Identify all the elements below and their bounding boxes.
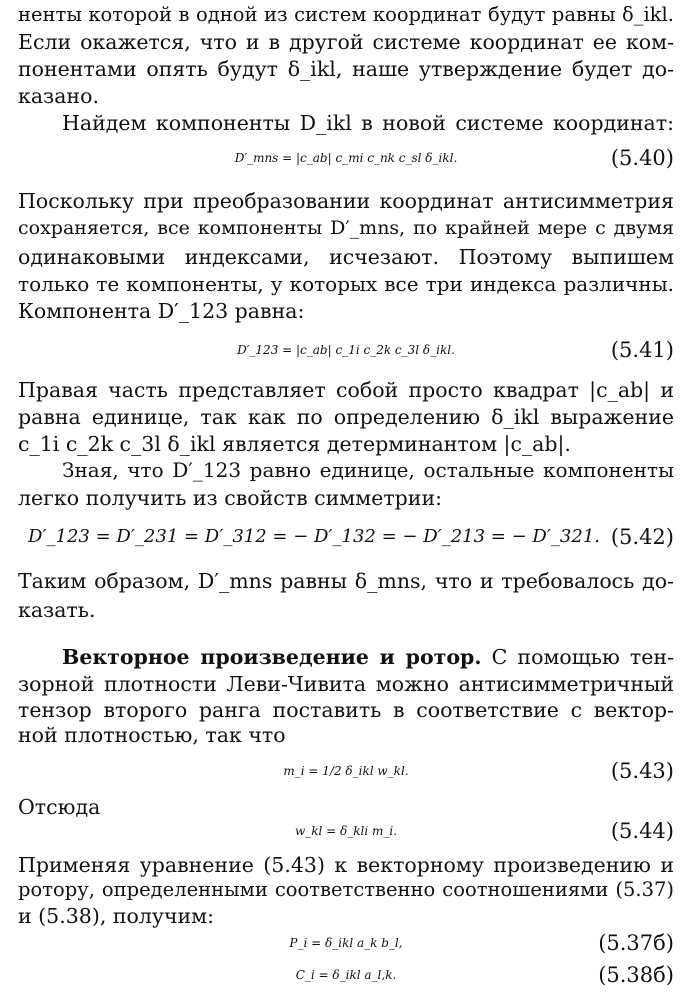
text-line: ненты которой в одной из систем координат будут равны δ_ikl.	[18, 3, 674, 26]
equation-formula: w_kl = δ_kli m_i.	[294, 824, 398, 838]
equation-number: (5.42)	[610, 525, 674, 549]
text-line: Компонента D′_123 равна:	[18, 299, 305, 323]
equation-formula: P_i = δ_ikl a_k b_l,	[289, 936, 403, 950]
text-line: только те компоненты, у которых все три индекса различны.	[18, 272, 674, 296]
text-line: тензор второго ранга поставить в соответствие с вектор-	[18, 698, 674, 722]
text-line: понентами опять будут δ_ikl, наше утверждение будет до-	[18, 57, 674, 81]
equation-formula: C_i = δ_ikl a_l,k.	[295, 968, 397, 982]
text-line: c_1i c_2k c_3l δ_ikl является детерминантом |c_ab|.	[18, 432, 571, 456]
text-line: равна единице, так как по определению δ_ikl выражение	[18, 405, 674, 429]
text-line: казать.	[18, 598, 96, 622]
equation-number: (5.37б)	[598, 931, 674, 955]
equation-number: (5.40)	[610, 146, 674, 170]
text-line: Правая часть представляет собой просто квадрат |c_ab| и	[18, 378, 674, 402]
text-line: сохраняется, все компоненты D′_mns, по крайней мере с двумя	[18, 217, 674, 239]
text-line: легко получить из свойств симметрии:	[18, 486, 443, 510]
equation-5-44	[18, 816, 674, 846]
equation-5-42	[18, 522, 674, 552]
text-line: и (5.38), получим:	[18, 904, 215, 928]
section-line	[62, 644, 674, 670]
text-line: казано.	[18, 84, 99, 108]
text-fragment: С помощью тен-	[481, 645, 674, 669]
equation-5-43	[18, 756, 674, 786]
text-line: Отсюда	[18, 795, 101, 819]
equation-number: (5.41)	[610, 338, 674, 362]
equation-formula: D′_mns = |c_ab| c_mi c_nk c_sl δ_ikl.	[234, 151, 458, 165]
equation-number: (5.43)	[610, 759, 674, 783]
equation-5-41	[18, 335, 674, 365]
text-line: Таким образом, D′_mns равны δ_mns, что и требовалось до-	[18, 569, 674, 593]
equation-5-37b	[18, 928, 674, 958]
text-line: зорной плотности Леви-Чивита можно антисимметричный	[18, 672, 674, 696]
equation-5-38b	[18, 960, 674, 990]
equation-formula: D′_123 = D′_231 = D′_312 = − D′_132 = − D′_213 = − D′_321.	[28, 526, 601, 547]
equation-number: (5.44)	[610, 819, 674, 843]
text-line: Зная, что D′_123 равно единице, остальные компоненты	[62, 458, 674, 482]
text-line: Найдем компоненты D_ikl в новой системе координат:	[62, 111, 674, 135]
equation-formula: m_i = 1/2 δ_ikl w_kl.	[283, 764, 409, 778]
equation-number: (5.38б)	[598, 963, 674, 987]
text-line: Поскольку при преобразовании координат антисимметрия	[18, 189, 674, 213]
section-heading: Векторное произведение и ротор.	[62, 645, 482, 669]
text-line: ротору, определенными соответственно соотношениями (5.37)	[18, 878, 674, 901]
text-line: Если окажется, что и в другой системе координат ее ком-	[18, 30, 674, 54]
text-line: ной плотностью, так что	[18, 723, 286, 747]
text-line: Применяя уравнение (5.43) к векторному произведению и	[18, 853, 674, 877]
text-line: одинаковыми индексами, исчезают. Поэтому выпишем	[18, 245, 674, 269]
equation-formula: D′_123 = |c_ab| c_1i c_2k c_3l δ_ikl.	[237, 343, 455, 357]
equation-5-40	[18, 143, 674, 173]
